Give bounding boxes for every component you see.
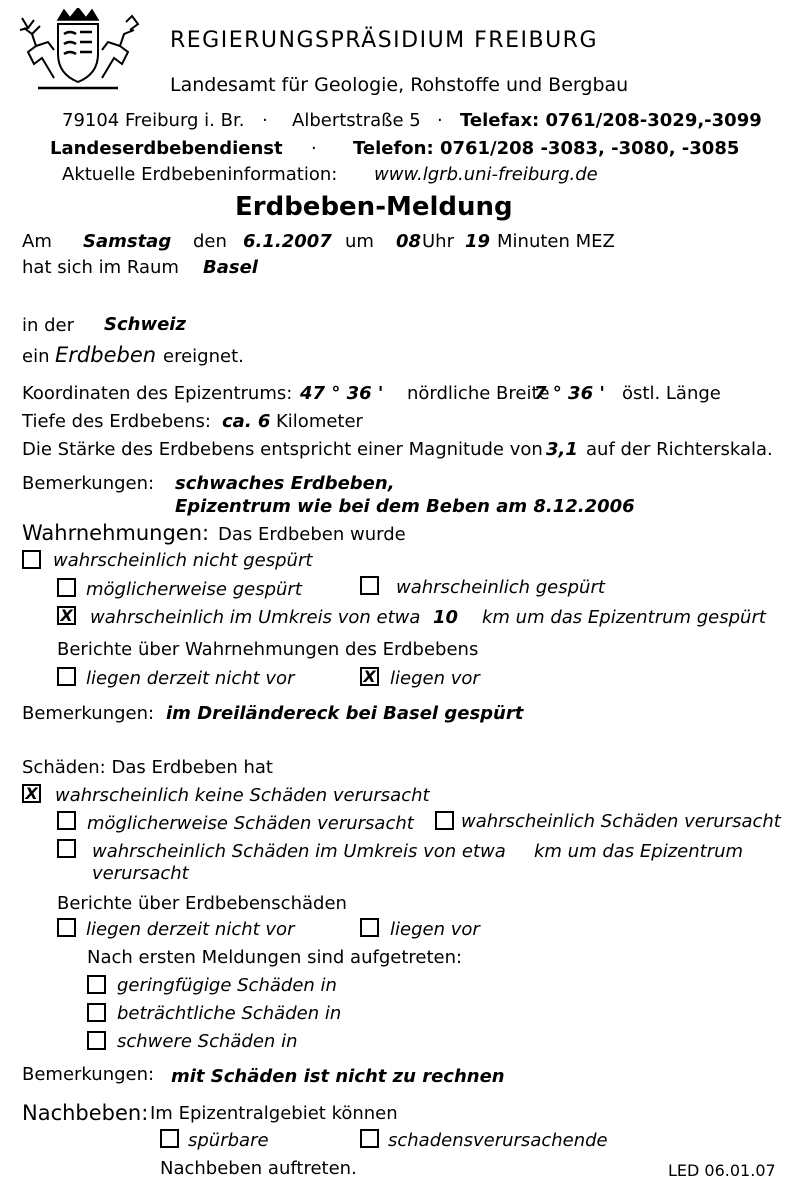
option-damage-radius-pre: wahrscheinlich Schäden im Umkreis von etwa <box>92 841 506 862</box>
service-name: Landeserdbebendienst <box>50 138 283 159</box>
perception-reports-label: Berichte über Wahrnehmungen des Erdbebens <box>57 639 479 660</box>
option-severe-damage: schwere Schäden in <box>117 1031 298 1052</box>
raum-label: hat sich im Raum <box>22 257 179 278</box>
form-code: LED 06.01.07 <box>668 1161 776 1180</box>
checkbox-reports-yes[interactable]: X <box>360 667 379 686</box>
damage-heading: Schäden: Das Erdbeben hat <box>22 757 273 778</box>
label-minuten: Minuten MEZ <box>497 231 615 252</box>
option-maybe-felt: möglicherweise gespürt <box>86 579 302 600</box>
coord-label: Koordinaten des Epizentrums: <box>22 383 293 404</box>
option-radius-pre: wahrscheinlich im Umkreis von etwa <box>90 607 421 628</box>
perception-intro: Das Erdbeben wurde <box>218 524 406 545</box>
option-minor-damage: geringfügige Schäden in <box>117 975 337 996</box>
checkbox-reports-none[interactable] <box>57 667 76 686</box>
aftershocks-outro: Nachbeben auftreten. <box>160 1158 357 1179</box>
first-reports-label: Nach ersten Meldungen sind aufgetreten: <box>87 947 463 968</box>
checkbox-probably-damage[interactable] <box>435 811 454 830</box>
separator: · <box>311 138 317 159</box>
option-reports-none: liegen derzeit nicht vor <box>86 668 295 689</box>
fax-number: Telefax: 0761/208-3029,-3099 <box>460 110 762 131</box>
option-damage-reports-none: liegen derzeit nicht vor <box>86 919 295 940</box>
event-minute: 19 <box>465 231 491 252</box>
longitude-label: östl. Länge <box>622 383 721 404</box>
depth-label: Tiefe des Erdbebens: <box>22 411 211 432</box>
longitude-value: 7 ° 36 ' <box>534 383 605 404</box>
label-um: um <box>345 231 374 252</box>
perception-heading: Wahrnehmungen: <box>22 521 210 545</box>
coat-of-arms-logo <box>14 8 142 94</box>
checkbox-probably-felt[interactable] <box>360 576 379 595</box>
option-not-felt: wahrscheinlich nicht gespürt <box>53 550 313 571</box>
info-label: Aktuelle Erdbebeninformation: <box>62 164 338 185</box>
event-country: Schweiz <box>104 314 186 335</box>
authority-name: REGIERUNGSPRÄSIDIUM FREIBURG <box>170 28 599 53</box>
checkbox-not-felt[interactable] <box>22 550 41 569</box>
depth-unit: Kilometer <box>276 411 363 432</box>
checkbox-damage-reports-none[interactable] <box>57 918 76 937</box>
magnitude-suffix: auf der Richterskala. <box>586 439 773 460</box>
label-uhr: Uhr <box>422 231 454 252</box>
phone-number: Telefon: 0761/208 -3083, -3080, -3085 <box>353 138 740 159</box>
label-erdbeben: Erdbeben <box>55 343 157 367</box>
option-no-damage: wahrscheinlich keine Schäden verursacht <box>55 785 430 806</box>
checkbox-damage-reports-yes[interactable] <box>360 918 379 937</box>
checkbox-maybe-damage[interactable] <box>57 811 76 830</box>
latitude-label: nördliche Breite <box>407 383 550 404</box>
checkbox-minor-damage[interactable] <box>87 975 106 994</box>
option-maybe-damage: möglicherweise Schäden verursacht <box>87 813 414 834</box>
option-damage-radius-post2: verursacht <box>92 863 189 884</box>
event-hour: 08 <box>396 231 422 252</box>
option-probably-damage: wahrscheinlich Schäden verursacht <box>461 811 781 832</box>
damage-remarks: mit Schäden ist nicht zu rechnen <box>171 1066 505 1087</box>
checkbox-severe-damage[interactable] <box>87 1031 106 1050</box>
option-radius-post: km um das Epizentrum gespürt <box>482 607 766 628</box>
address-city: 79104 Freiburg i. Br. <box>62 110 245 131</box>
office-name: Landesamt für Geologie, Rohstoffe und Bergbau <box>170 74 629 96</box>
checkbox-maybe-felt[interactable] <box>57 578 76 597</box>
event-weekday: Samstag <box>83 231 172 252</box>
option-perceptible-aftershocks: spürbare <box>188 1130 269 1151</box>
magnitude-value: 3,1 <box>546 439 578 460</box>
address-street: Albertstraße 5 <box>292 110 421 131</box>
aftershocks-intro: Im Epizentralgebiet können <box>150 1103 398 1124</box>
label-am: Am <box>22 231 52 252</box>
option-probably-felt: wahrscheinlich gespürt <box>396 577 605 598</box>
event-date: 6.1.2007 <box>243 231 332 252</box>
country-label: in der <box>22 315 75 336</box>
checkbox-damaging-aftershocks[interactable] <box>360 1129 379 1148</box>
radius-value: 10 <box>433 607 459 628</box>
remarks-line1: schwaches Erdbeben, <box>175 473 395 494</box>
checkbox-radius-damage[interactable] <box>57 839 76 858</box>
damage-remarks-label: Bemerkungen: <box>22 1064 155 1085</box>
label-ereignet: ereignet. <box>163 346 244 367</box>
page-title: Erdbeben-Meldung <box>235 192 513 222</box>
perception-remarks: im Dreiländereck bei Basel gespürt <box>166 703 524 724</box>
option-damage-radius-post: km um das Epizentrum <box>534 841 744 862</box>
label-ein: ein <box>22 346 50 367</box>
damage-reports-label: Berichte über Erdbebenschäden <box>57 893 347 914</box>
latitude-value: 47 ° 36 ' <box>300 383 384 404</box>
magnitude-label: Die Stärke des Erdbebens entspricht einer Magnitude von <box>22 439 543 460</box>
option-reports-yes: liegen vor <box>390 668 480 689</box>
option-damaging-aftershocks: schadensverursachende <box>388 1130 608 1151</box>
label-den: den <box>193 231 227 252</box>
depth-value: ca. 6 <box>222 411 271 432</box>
option-considerable-damage: beträchtliche Schäden in <box>117 1003 342 1024</box>
checkbox-perceptible-aftershocks[interactable] <box>160 1129 179 1148</box>
website-link[interactable]: www.lgrb.uni-freiburg.de <box>374 164 598 185</box>
checkbox-no-damage[interactable]: X <box>22 784 41 803</box>
checkbox-radius-felt[interactable]: X <box>57 606 76 625</box>
separator: · <box>437 110 443 131</box>
remarks-line2: Epizentrum wie bei dem Beben am 8.12.2006 <box>175 496 635 517</box>
option-damage-reports-yes: liegen vor <box>390 919 480 940</box>
event-region: Basel <box>203 257 258 278</box>
checkbox-considerable-damage[interactable] <box>87 1003 106 1022</box>
remarks-label: Bemerkungen: <box>22 473 155 494</box>
aftershocks-heading: Nachbeben: <box>22 1101 149 1125</box>
perception-remarks-label: Bemerkungen: <box>22 703 155 724</box>
separator: · <box>262 110 268 131</box>
